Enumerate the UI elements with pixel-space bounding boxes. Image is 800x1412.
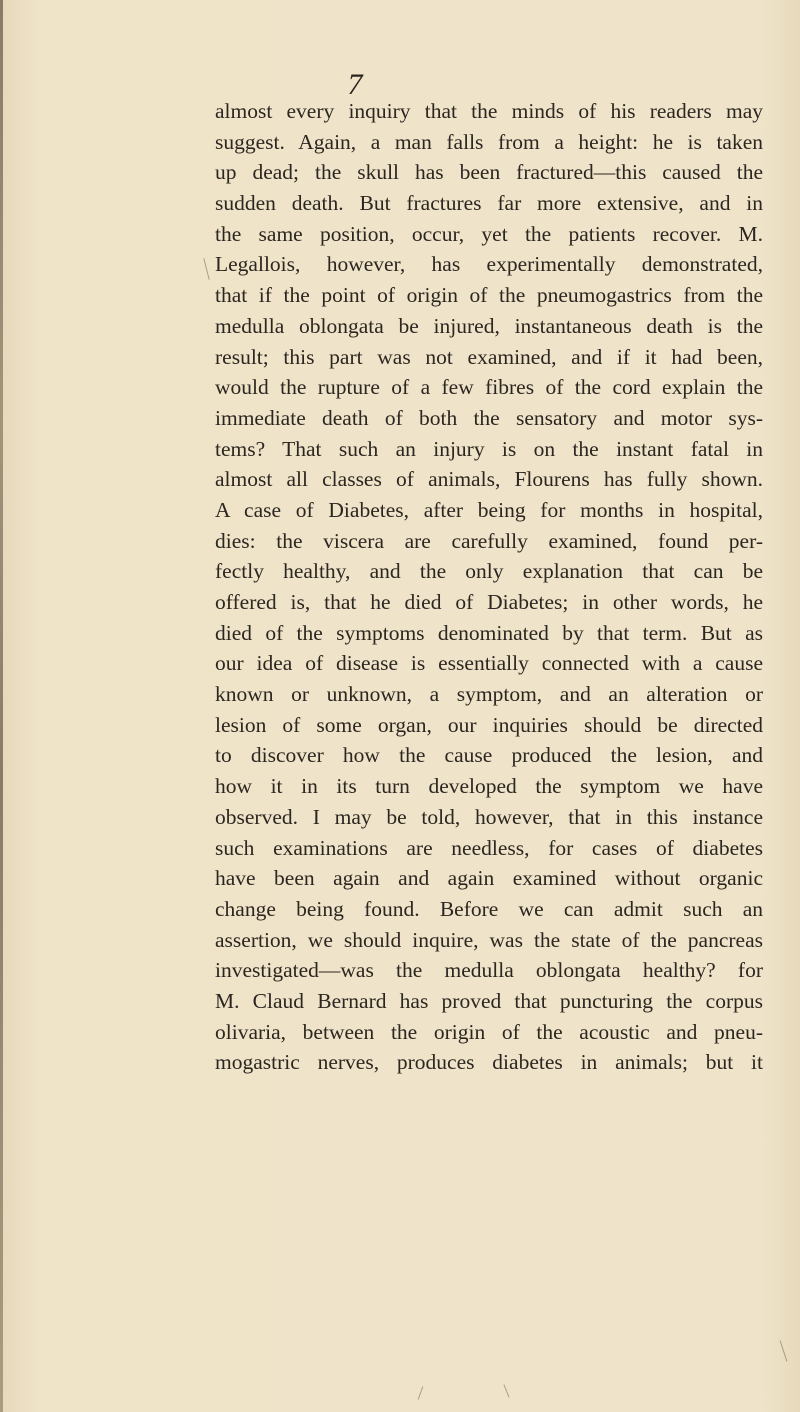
- text-line: A case of Diabetes, after being for months in hospital,: [215, 497, 763, 522]
- paper-speck: [418, 1386, 424, 1399]
- text-line: that if the point of origin of the pneumogastrics from the: [215, 283, 763, 308]
- text-line: offered is, that he died of Diabetes; in other words, he: [215, 590, 763, 614]
- paper-speck: [503, 1384, 509, 1397]
- text-line: assertion, we should inquire, was the state of the pancreas: [215, 927, 763, 952]
- text-line: died of the symptoms denominated by that term. But as: [215, 620, 763, 645]
- text-line: to discover how the cause produced the lesion, and: [215, 743, 763, 768]
- text-line: lesion of some organ, our inquiries should be directed: [215, 712, 763, 737]
- text-line: tems? That such an injury is on the instant fatal in: [215, 436, 763, 461]
- text-line: medulla oblongata be injured, instantaneous death is the: [215, 313, 763, 338]
- text-line: fectly healthy, and the only explanation that can be: [215, 559, 763, 584]
- text-line: M. Claud Bernard has proved that puncturing the corpus: [215, 988, 763, 1013]
- text-line: sudden death. But fractures far more extensive, and in: [215, 191, 763, 216]
- text-line: Legallois, however, has experimentally demonstrated,: [215, 252, 763, 277]
- text-line: up dead; the skull has been fractured—this caused the: [215, 160, 763, 185]
- page-binding-edge: [0, 0, 3, 1412]
- text-line: suggest. Again, a man falls from a height: he is taken: [215, 129, 763, 154]
- text-line: result; this part was not examined, and if it had been,: [215, 344, 763, 369]
- text-line: mogastric nerves, produces diabetes in animals; but it: [215, 1050, 763, 1075]
- text-line: change being found. Before we can admit such an: [215, 896, 763, 921]
- paper-speck: [203, 258, 209, 280]
- text-line: olivaria, between the origin of the acoustic and pneu-: [215, 1019, 763, 1044]
- paper-speck: [780, 1340, 788, 1361]
- text-line: have been again and again examined without organic: [215, 866, 763, 891]
- text-line: almost every inquiry that the minds of his readers may: [215, 99, 763, 123]
- text-line: how it in its turn developed the symptom we have: [215, 774, 763, 799]
- text-line: known or unknown, a symptom, and an alteration or: [215, 682, 763, 707]
- text-line: investigated—was the medulla oblongata healthy? for: [215, 958, 763, 983]
- text-line: dies: the viscera are carefully examined, found per-: [215, 528, 763, 553]
- body-text: [215, 96, 763, 1078]
- text-line: the same position, occur, yet the patients recover. M.: [215, 221, 763, 246]
- text-line: such examinations are needless, for cases of diabetes: [215, 835, 763, 860]
- text-line: almost all classes of animals, Flourens has fully shown.: [215, 467, 763, 492]
- text-line: observed. I may be told, however, that in this instance: [215, 804, 763, 829]
- text-line: immediate death of both the sensatory and motor sys-: [215, 405, 763, 430]
- text-line: would the rupture of a few fibres of the cord explain the: [215, 375, 763, 400]
- page-number: 7: [347, 68, 363, 101]
- text-line: our idea of disease is essentially connected with a cause: [215, 651, 763, 676]
